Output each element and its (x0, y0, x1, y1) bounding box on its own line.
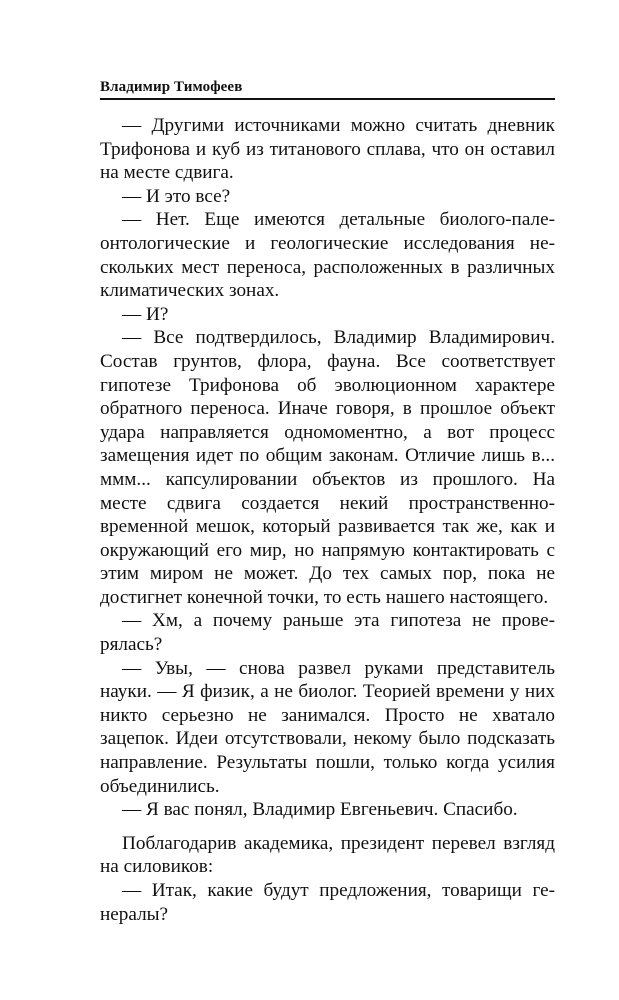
paragraph: — И это все? (122, 185, 231, 207)
paragraph: — Нет. Еще имеются детальные биолого-палеонтологические и геологические исследования нескольких мест переноса, расположенных в различных климатических зонах. (100, 209, 555, 302)
paragraph: — И? (122, 303, 169, 325)
paragraph: — Увы, — снова развел руками представитель науки. — Я физик, а не биолог. Теорией времени у них никто серьезно не занимался. Просто не хватало зацепок. Идеи отсутствовали, некому было подсказать направление. Результаты пошли, только когда усилия объединились. (100, 657, 555, 797)
paragraph: Поблагодарив академика, президент перевел взгляд на силовиков: (100, 832, 555, 878)
running-header-author: Владимир Тимофеев (100, 79, 243, 95)
paragraph: — Все подтвердилось, Владимир Владимирович. Состав грунтов, флора, фауна. Все соответствует гипотезе Трифонова об эволюционном характере обратного переноса. Иначе говоря, в прошлое объект удара направляется одномоментно, а вот процесс замещения идет по общим законам. Отличие лишь в... ммм... капсулировании объектов из прошлого. На месте сдвига создается некий пространственно-временной мешок, который развивается так же, как и окружающий его мир, но напрямую контактировать с этим миром не может. До тех самых пор, пока не достигнет конечной точки, то есть нашего настоящего. (100, 327, 555, 608)
paragraph: — Я вас понял, Владимир Евгеньевич. Спасибо. (122, 799, 518, 821)
body-text (100, 114, 555, 926)
paragraph: — Другими источниками можно считать дневник Трифонова и куб из титанового сплава, что он оставил на месте сдвига. (100, 115, 555, 184)
paragraph: — Итак, какие будут предложения, товарищи генералы? (100, 880, 555, 925)
header-rule (100, 98, 555, 100)
paragraph: — Хм, а почему раньше эта гипотеза не проверялась? (100, 610, 555, 656)
